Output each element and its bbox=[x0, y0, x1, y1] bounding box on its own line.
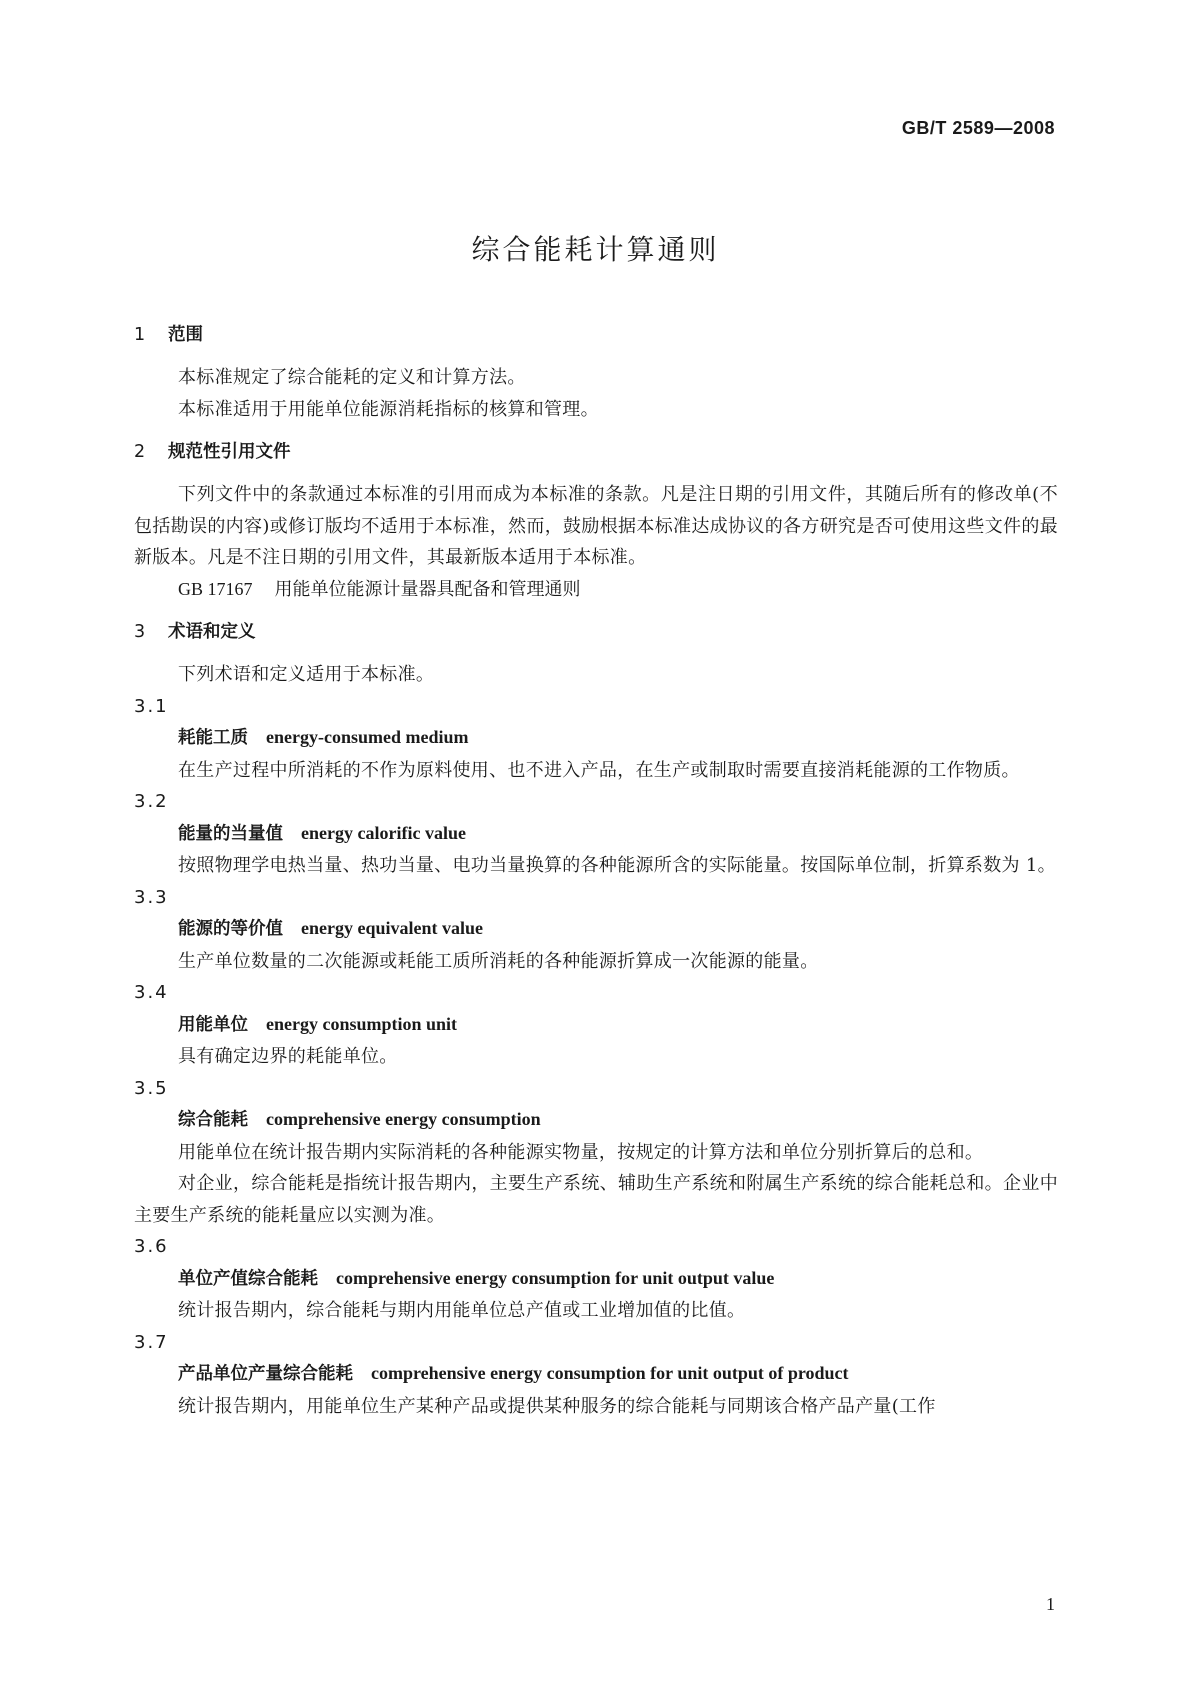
section-heading-terms bbox=[134, 619, 1058, 645]
term-zh: 能源的等价值 bbox=[178, 919, 283, 939]
paragraph: 本标准规定了综合能耗的定义和计算方法。 bbox=[178, 367, 526, 388]
document-title: 综合能耗计算通则 bbox=[471, 233, 720, 266]
term-zh: 耗能工质 bbox=[178, 728, 248, 748]
term-definition: 按照物理学电热当量、热功当量、电功当量换算的各种能源所含的实际能量。按国际单位制，折算系数为 1。 bbox=[178, 855, 1056, 876]
term-zh: 能量的当量值 bbox=[178, 823, 283, 844]
page-number: 1 bbox=[1046, 1594, 1055, 1614]
term-definition: 在生产过程中所消耗的不作为原料使用、也不进入产品，在生产或制取时需要直接消耗能源的工作物质。 bbox=[178, 759, 1020, 781]
term-heading bbox=[134, 722, 1058, 755]
term-heading bbox=[134, 913, 1058, 946]
term-heading bbox=[134, 1358, 1058, 1391]
term-en: energy calorific value bbox=[301, 822, 466, 843]
term-heading bbox=[134, 818, 1058, 851]
term-definition: 用能单位在统计报告期内实际消耗的各种能源实物量，按规定的计算方法和单位分别折算后的总和。 bbox=[178, 1141, 984, 1163]
paragraph: 下列文件中的条款通过本标准的引用而成为本标准的条款。凡是注日期的引用文件，其随后所有的修改单(不包括勘误的内容)或修订版均不适用于本标准，然而，鼓励根据本标准达成协议的各方研究是否可使用这些文件的最新版本。凡是不注日期的引用文件，其最新版本适用于本标准。 bbox=[134, 484, 1058, 568]
term-en: comprehensive energy consumption for unit output of product bbox=[371, 1363, 849, 1383]
term-definition: 具有确定边界的耗能单位。 bbox=[178, 1046, 398, 1067]
section-number: 2 bbox=[134, 442, 146, 462]
section-heading-scope bbox=[134, 322, 1058, 348]
paragraph: 下列术语和定义适用于本标准。 bbox=[178, 664, 435, 685]
section-number: 3 bbox=[134, 622, 146, 642]
term-definition: 生产单位数量的二次能源或耗能工质所消耗的各种能源折算成一次能源的能量。 bbox=[178, 950, 819, 972]
clause-number: 3.3 bbox=[134, 886, 169, 908]
term-en: energy-consumed medium bbox=[266, 727, 469, 747]
section-title: 范围 bbox=[168, 325, 203, 345]
clause-number: 3.5 bbox=[134, 1077, 169, 1099]
clause-number: 3.7 bbox=[134, 1331, 169, 1353]
term-zh: 用能单位 bbox=[178, 1014, 248, 1035]
term-zh: 单位产值综合能耗 bbox=[178, 1268, 318, 1289]
term-definition: 统计报告期内，用能单位生产某种产品或提供某种服务的综合能耗与同期该合格产品产量(工作 bbox=[178, 1395, 936, 1417]
document-body bbox=[134, 322, 1058, 1422]
section-title: 术语和定义 bbox=[168, 622, 256, 642]
term-en: comprehensive energy consumption for unit output value bbox=[336, 1267, 775, 1288]
term-heading bbox=[134, 1009, 1058, 1042]
clause-number: 3.1 bbox=[134, 695, 169, 717]
term-en: energy equivalent value bbox=[301, 918, 483, 938]
clause-number: 3.4 bbox=[134, 982, 169, 1003]
term-zh: 产品单位产量综合能耗 bbox=[178, 1364, 353, 1384]
term-en: comprehensive energy consumption bbox=[266, 1109, 541, 1129]
term-heading bbox=[134, 1263, 1058, 1296]
reference-entry bbox=[134, 574, 1058, 606]
term-en: energy consumption unit bbox=[266, 1013, 458, 1034]
term-definition-note: 对企业，综合能耗是指统计报告期内，主要生产系统、辅助生产系统和附属生产系统的综合能耗总和。企业中主要生产系统的能耗量应以实测为准。 bbox=[134, 1173, 1058, 1226]
term-heading bbox=[134, 1104, 1058, 1137]
term-zh: 综合能耗 bbox=[178, 1110, 248, 1130]
standard-code: GB/T 2589—2008 bbox=[901, 118, 1055, 138]
clause-number: 3.2 bbox=[134, 791, 169, 812]
section-number: 1 bbox=[134, 325, 146, 345]
section-heading-normative-references bbox=[134, 439, 1058, 465]
reference-code: GB 17167 bbox=[178, 578, 253, 599]
paragraph: 本标准适用于用能单位能源消耗指标的核算和管理。 bbox=[178, 398, 599, 420]
term-definition: 统计报告期内，综合能耗与期内用能单位总产值或工业增加值的比值。 bbox=[178, 1300, 746, 1321]
section-title: 规范性引用文件 bbox=[168, 442, 291, 462]
reference-title: 用能单位能源计量器具配备和管理通则 bbox=[274, 578, 581, 600]
clause-number: 3.6 bbox=[134, 1236, 169, 1257]
